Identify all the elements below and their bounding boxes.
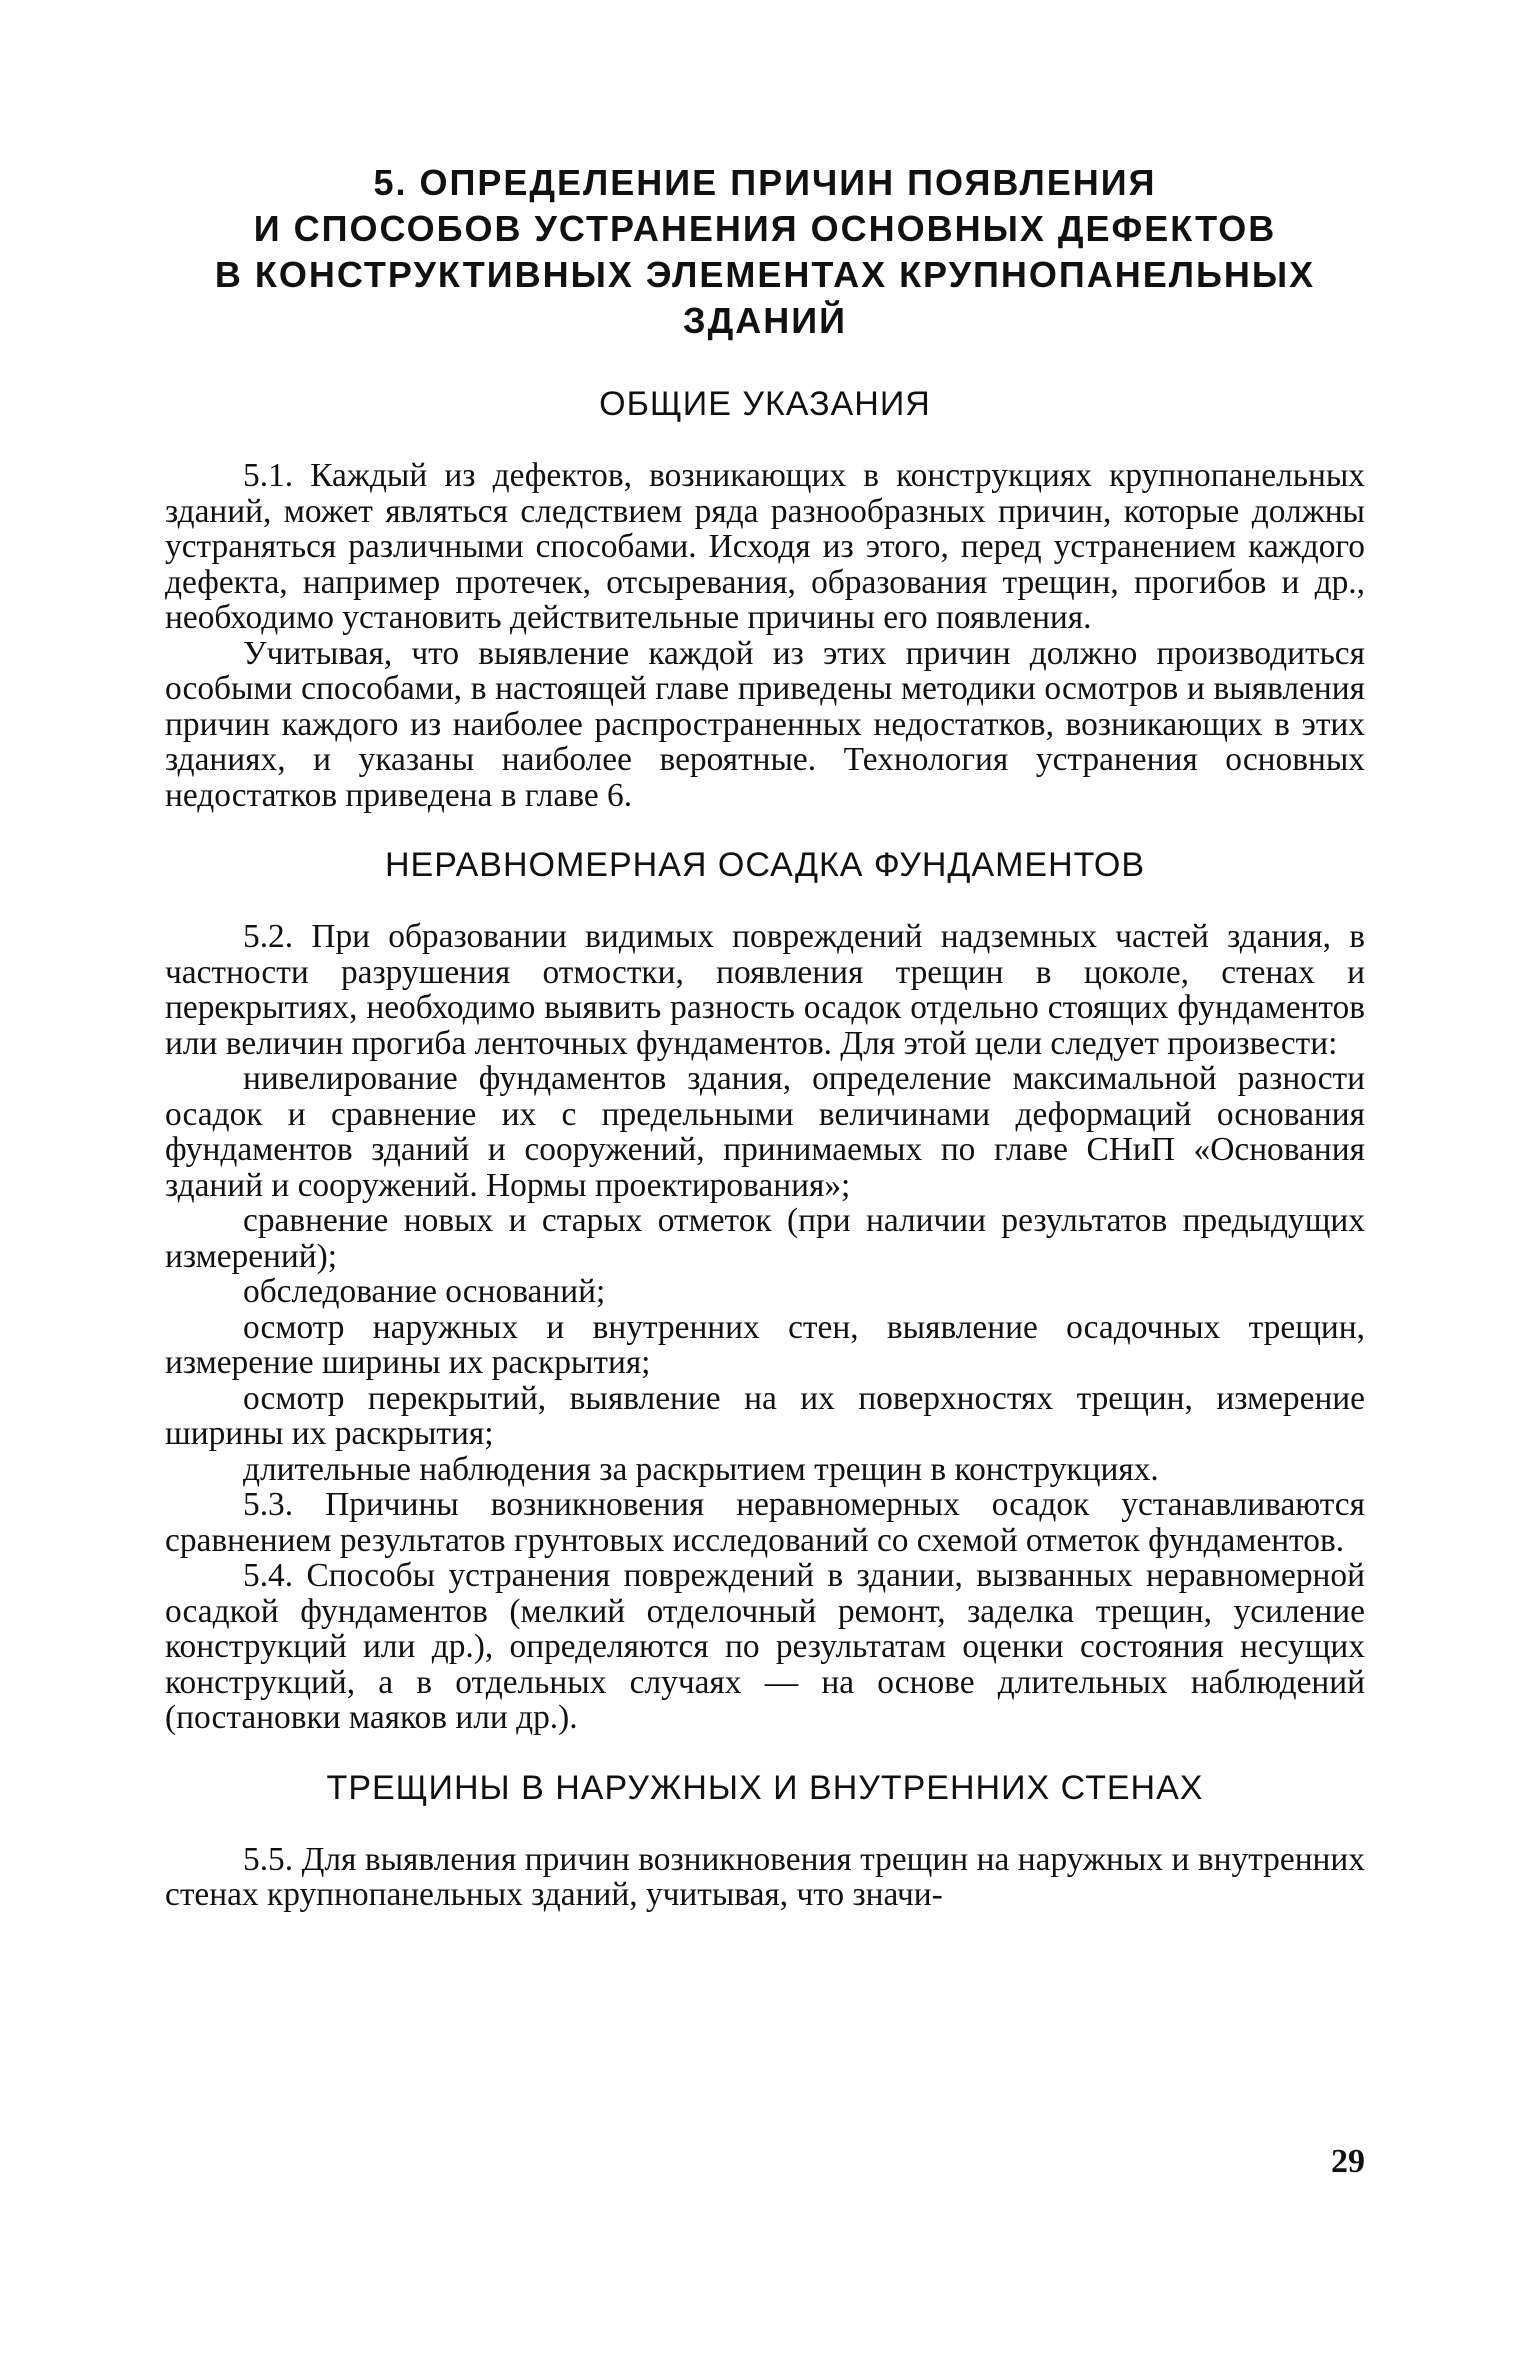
list-item-floors-inspection: осмотр перекрытий, выявление на их поверхностях трещин, измерение ширины их раскрытия; — [165, 1379, 1365, 1452]
paragraph-5-3: 5.3. Причины возникновения неравномерных осадок устанавливаются сравнением результатов грунтовых исследований со схемой отметок фундаментов. — [165, 1486, 1365, 1559]
chapter-title-line: В КОНСТРУКТИВНЫХ ЭЛЕМЕНТАХ КРУПНОПАНЕЛЬНЫХ — [214, 254, 1316, 295]
list-item-marks-comparison: сравнение новых и старых отметок (при наличии результатов предыдущих измерений); — [165, 1202, 1365, 1275]
chapter-title-line: И СПОСОБОВ УСТРАНЕНИЯ ОСНОВНЫХ ДЕФЕКТОВ — [253, 208, 1277, 249]
paragraph-5-5: 5.5. Для выявления причин возникновения трещин на наружных и внутренних стенах крупнопанельных зданий, учитывая, что значи- — [165, 1840, 1365, 1913]
list-item-walls-inspection: осмотр наружных и внутренних стен, выявление осадочных трещин, измерение ширины их раскрытия; — [165, 1308, 1365, 1381]
paragraph-5-4: 5.4. Способы устранения повреждений в здании, вызванных неравномерной осадкой фундаментов (мелкий отделочный ремонт, заделка трещин, усиление конструкций или др.), определяются по результатам оценки состояния несущих конструкций, а в отдельных случаях — на основе длительных наблюдений (постановки маяков или др.). — [165, 1557, 1365, 1736]
chapter-title-line: 5. ОПРЕДЕЛЕНИЕ ПРИЧИН ПОЯВЛЕНИЯ — [373, 162, 1157, 203]
list-item-leveling: нивелирование фундаментов здания, определение максимальной разности осадок и сравнение их с предельными величинами деформаций основания фундаментов зданий и сооружений, принимаемых по главе СНиП «Основания зданий и сооружений. Нормы проектирования»; — [165, 1060, 1365, 1204]
paragraph-5-1: 5.1. Каждый из дефектов, возникающих в конструкциях крупнопанельных зданий, может являться следствием ряда разнообразных причин, которые должны устраняться различными способами. Исходя из этого, перед устранением каждого дефекта, например протечек, отсыревания, образования трещин, прогибов и др., необходимо установить действительные причины его появления. — [165, 457, 1365, 636]
document-page — [165, 160, 1365, 1913]
chapter-title — [165, 160, 1365, 344]
list-item-long-observation: длительные наблюдения за раскрытием трещин в конструкциях. — [243, 1450, 1159, 1488]
page-number: 29 — [1331, 2143, 1365, 2180]
section-title-general: ОБЩИЕ УКАЗАНИЯ — [599, 385, 931, 423]
paragraph-5-2: 5.2. При образовании видимых повреждений надземных частей здания, в частности разрушения отмостки, появления трещин в цоколе, стенах и перекрытиях, необходимо выявить разность осадок отдельно стоящих фундаментов или величин прогиба ленточных фундаментов. Для этой цели следует произвести: — [165, 918, 1365, 1062]
paragraph-general-2: Учитывая, что выявление каждой из этих причин должно производиться особыми способами, в настоящей главе приведены методики осмотров и выявления причин каждого из наиболее распространенных недостатков, возникающих в этих зданиях, и указаны наиболее вероятные. Технология устранения основных недостатков приведена в главе 6. — [165, 634, 1365, 814]
list-item-base-survey: обследование оснований; — [243, 1273, 606, 1310]
chapter-title-line: ЗДАНИЙ — [683, 300, 847, 341]
section-title-settlement: НЕРАВНОМЕРНАЯ ОСАДКА ФУНДАМЕНТОВ — [384, 846, 1145, 884]
section-title-cracks: ТРЕЩИНЫ В НАРУЖНЫХ И ВНУТРЕННИХ СТЕНАХ — [326, 1768, 1204, 1807]
